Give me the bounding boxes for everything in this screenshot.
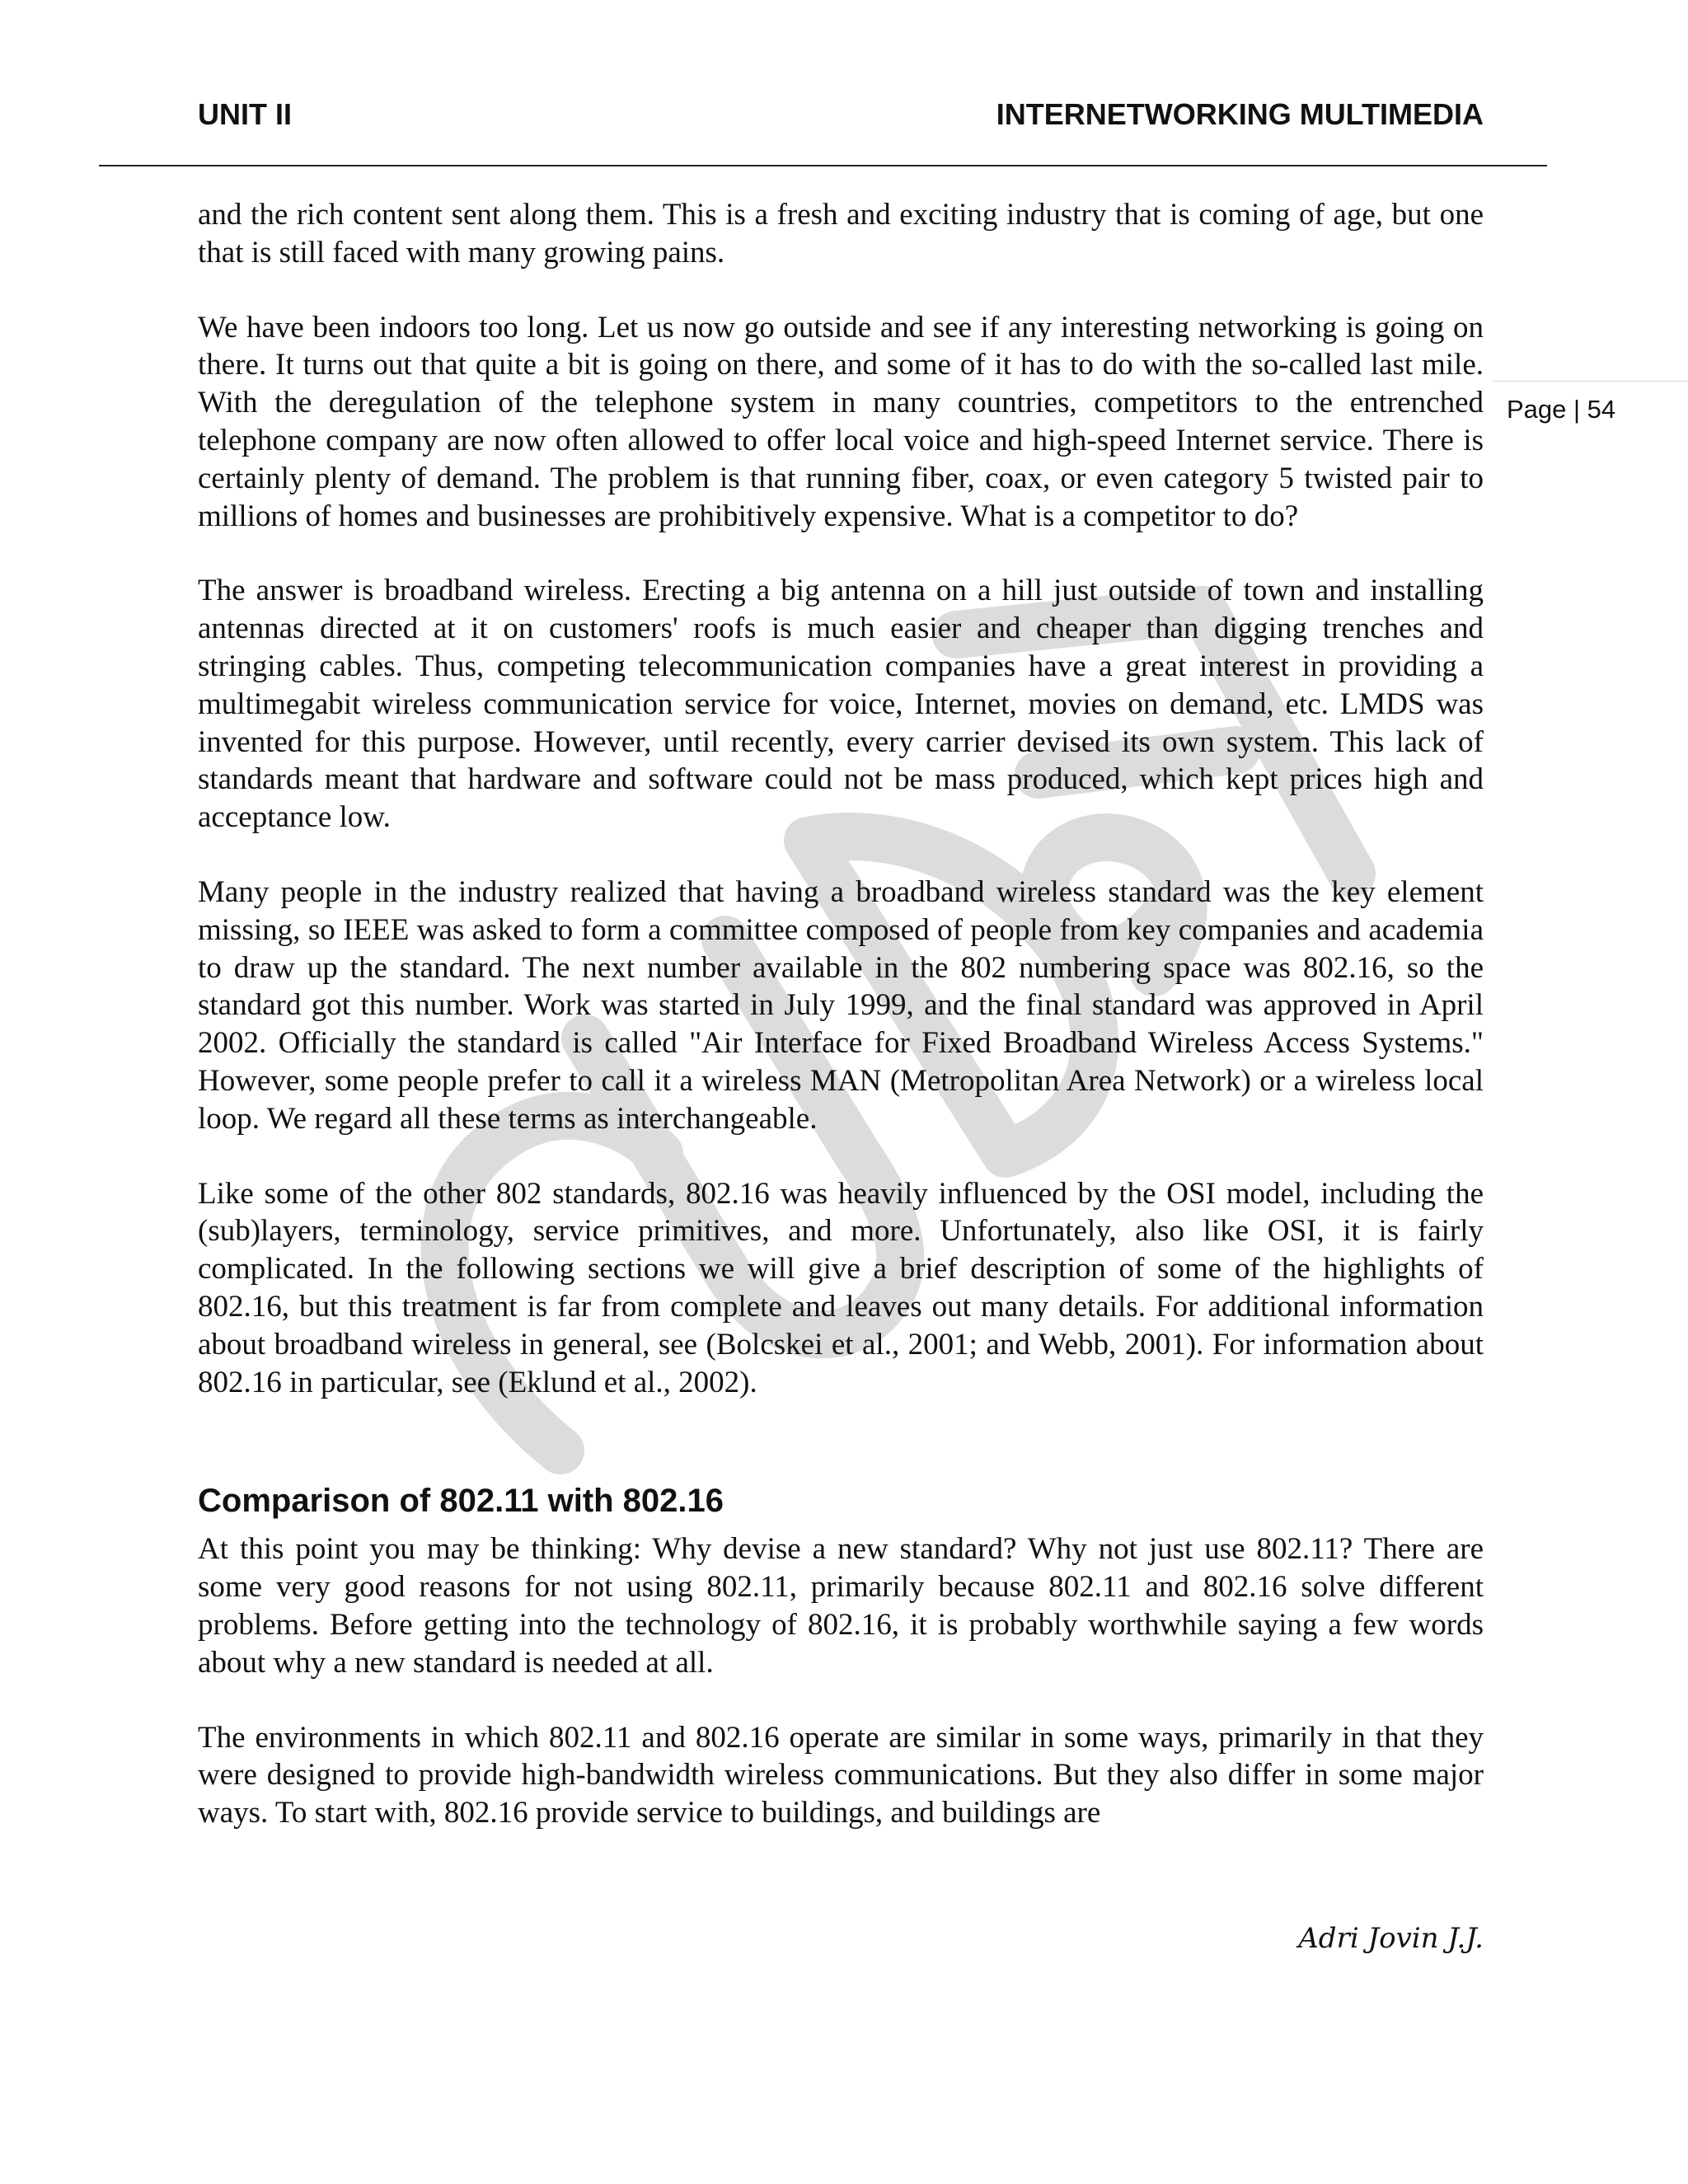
subject-title: INTERNETWORKING MULTIMEDIA [996,97,1484,131]
section-heading: Comparison of 802.11 with 802.16 [198,1483,724,1520]
paragraph: At this point you may be thinking: Why devise a new standard? Why not just use 802.11? There are some very good reasons for not using 802.11, primarily because 802.11 and 802.16 solve different problems. Before getting into the technology of 802.16, it is probably worthwhile saying a few words about why a new standard is needed at all. [198,1532,1484,1680]
page-number: Page | 54 [1507,395,1616,424]
document-body [198,196,1484,1869]
paragraph: The environments in which 802.11 and 802.16 operate are similar in some ways, primarily in that they were designed to provide high-bandwidth wireless communications. But they also differ in some major ways. To start with, 802.16 provide service to buildings, and buildings are [198,1720,1484,1830]
author-signature: Adri Jovin J.J. [1298,1922,1484,1955]
paragraph: and the rich content sent along them. This is a fresh and exciting industry that is coming of age, but one that is still faced with many growing pains. [198,198,1484,269]
paragraph: The answer is broadband wireless. Erecting a big antenna on a hill just outside of town and installing antennas directed at it on customers' roofs is much easier and cheaper than digging trenches and stringing cables. Thus, competing telecommunication companies have a great interest in providing a multimegabit wireless communication service for voice, Internet, movies on demand, etc. LMDS was invented for this purpose. However, until recently, every carrier devised its own system. This lack of standards meant that hardware and software could not be mass produced, which kept prices high and acceptance low. [198,574,1484,835]
paragraph: We have been indoors too long. Let us now go outside and see if any interesting networking is going on there. It turns out that quite a bit is going on there, and some of it has to do with the so-called last mile. With the deregulation of the telephone system in many countries, competitors to the entrenched telephone company are now often allowed to offer local voice and high-speed Internet service. There is certainly plenty of demand. The problem is that running fiber, coax, or even category 5 twisted pair to millions of homes and businesses are prohibitively expensive. What is a competitor to do? [198,310,1484,533]
header-divider [99,165,1547,166]
page-header [198,97,1484,138]
paragraph: Like some of the other 802 standards, 802.16 was heavily influenced by the OSI model, including the (sub)layers, terminology, service primitives, and more. Unfortunately, also like OSI, it is fairly complicated. In the following sections we will give a brief description of some of the highlights of 802.16, but this treatment is far from complete and leaves out many details. For additional information about broadband wireless in general, see (Bolcskei et al., 2001; and Webb, 2001). For information about 802.16 in particular, see (Eklund et al., 2002). [198,1176,1484,1399]
page-number-tab [1492,381,1688,431]
paragraph: Many people in the industry realized that having a broadband wireless standard was the key element missing, so IEEE was asked to form a committee composed of people from key companies and academia to draw up the standard. The next number available in the 802 numbering space was 802.16, so the standard got this number. Work was started in July 1999, and the final standard was approved in April 2002. Officially the standard is called "Air Interface for Fixed Broadband Wireless Access Systems." However, some people prefer to call it a wireless MAN (Metropolitan Area Network) or a wireless local loop. We regard all these terms as interchangeable. [198,874,1484,1136]
unit-label: UNIT II [198,97,292,131]
